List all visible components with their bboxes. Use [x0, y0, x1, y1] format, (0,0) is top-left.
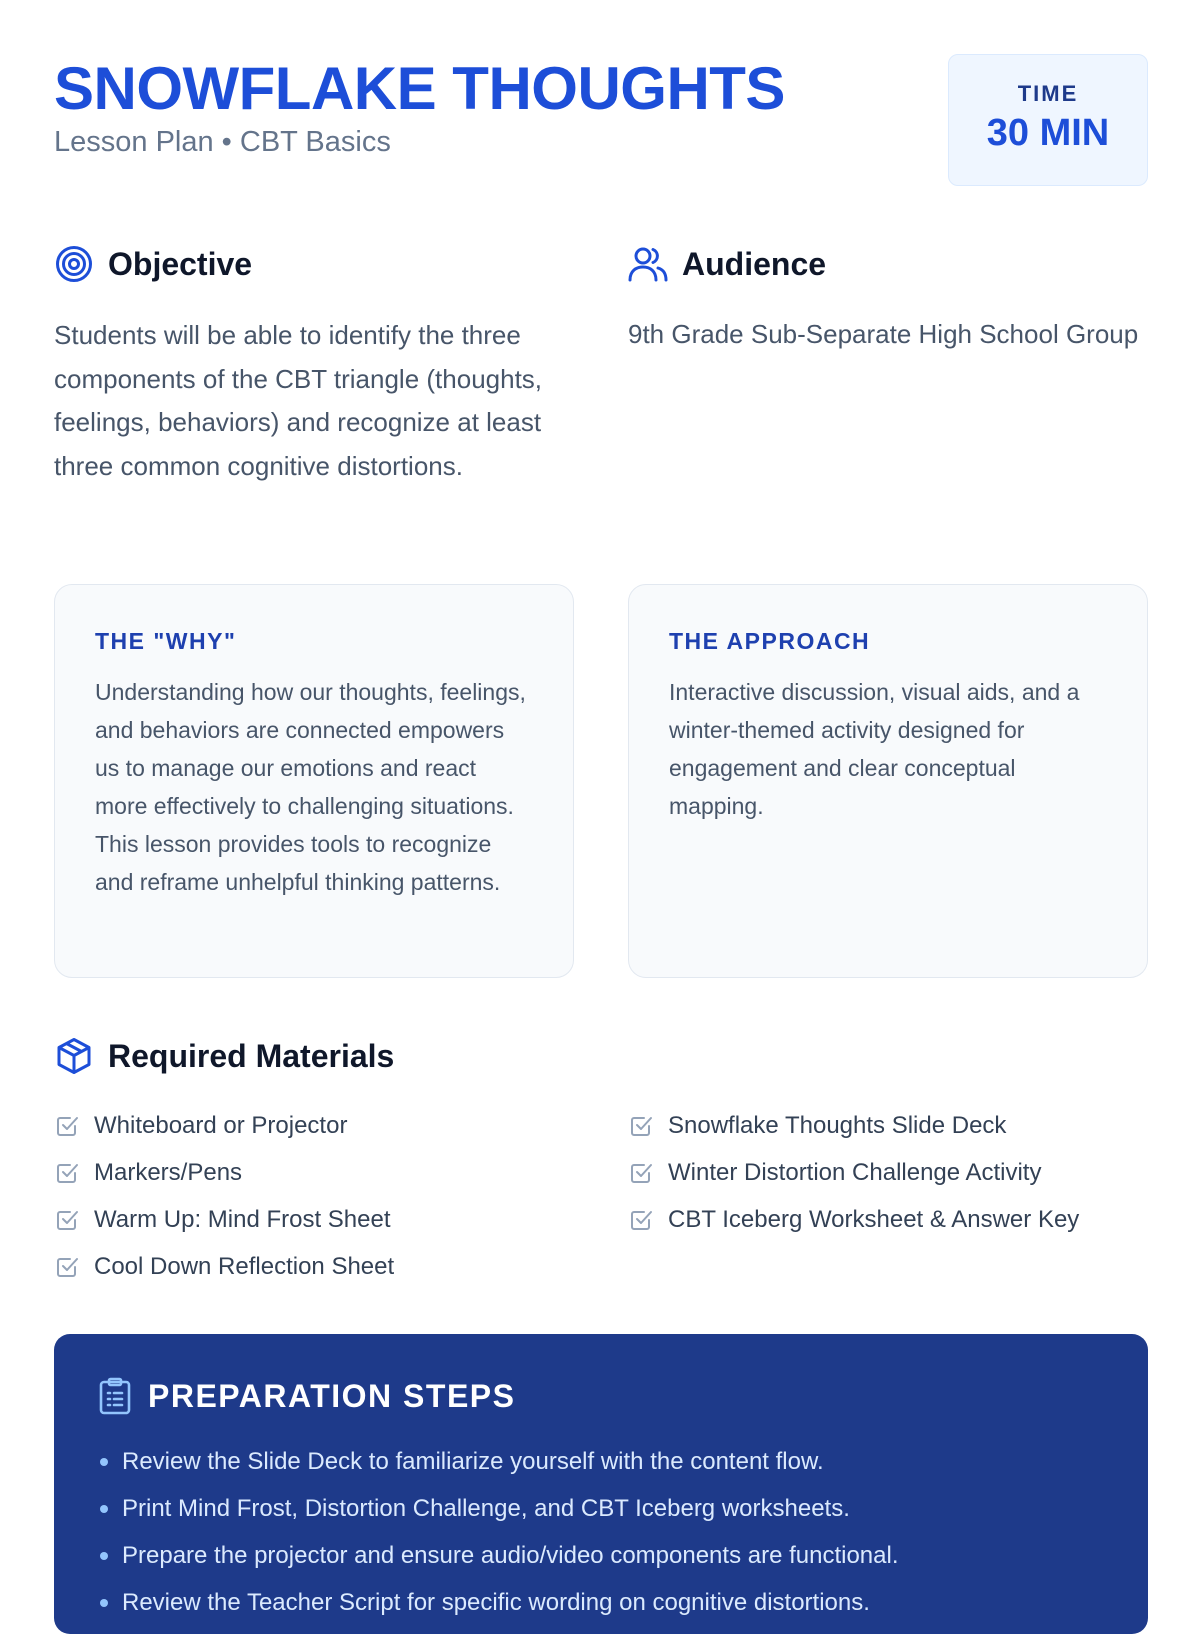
checkbox-checked-icon [628, 1207, 654, 1233]
preparation-step [98, 1579, 1104, 1626]
preparation-heading [98, 1376, 1104, 1416]
audience-heading [628, 244, 826, 284]
material-item [628, 1102, 1079, 1149]
time-badge [948, 54, 1148, 186]
preparation-step-text: Prepare the projector and ensure audio/video components are functional. [122, 1541, 899, 1569]
bullet-icon [100, 1552, 108, 1560]
checkbox-checked-icon [54, 1254, 80, 1280]
checkbox-checked-icon [54, 1207, 80, 1233]
checkbox-checked-icon [628, 1160, 654, 1186]
checkbox-checked-icon [54, 1113, 80, 1139]
audience-text: 9th Grade Sub-Separate High School Group [628, 319, 1139, 349]
objective-heading [54, 244, 252, 284]
preparation-step-text: Review the Teacher Script for specific wording on cognitive distortions. [122, 1588, 870, 1616]
approach-card [628, 584, 1148, 978]
material-item-label: Cool Down Reflection Sheet [94, 1252, 395, 1280]
bullet-icon [100, 1505, 108, 1513]
users-icon [628, 244, 668, 284]
clipboard-icon [98, 1376, 134, 1416]
why-card-title: THE "WHY" [95, 628, 237, 654]
package-icon [54, 1036, 94, 1076]
page-subtitle: Lesson Plan • CBT Basics [54, 126, 391, 158]
material-item [54, 1102, 394, 1149]
preparation-panel [54, 1334, 1148, 1634]
why-card-text: Understanding how our thoughts, feelings, and behaviors are connected empowers us to manage our emotions and react more effectively to challenging situations. This lesson provides tools to recognize and reframe unhelpful thinking patterns. [95, 679, 526, 895]
material-item [628, 1196, 1079, 1243]
approach-card-title: THE APPROACH [669, 628, 871, 654]
bullet-icon [100, 1599, 108, 1607]
time-value: 30 MIN [986, 112, 1110, 154]
objective-text: Students will be able to identify the three components of the CBT triangle (thoughts, feelings, behaviors) and recognize at least three common cognitive distortions. [54, 320, 543, 481]
materials-list [54, 1102, 1148, 1302]
preparation-step-text: Review the Slide Deck to familiarize yourself with the content flow. [122, 1447, 824, 1475]
material-item [54, 1196, 394, 1243]
why-card [54, 584, 574, 978]
checkbox-checked-icon [628, 1113, 654, 1139]
material-item [54, 1149, 394, 1196]
time-label: TIME [1017, 81, 1079, 106]
material-item-label: Winter Distortion Challenge Activity [668, 1158, 1042, 1186]
preparation-step-text: Print Mind Frost, Distortion Challenge, and CBT Iceberg worksheets. [122, 1494, 850, 1522]
preparation-step [98, 1438, 1104, 1485]
materials-right-column [628, 1102, 1079, 1243]
materials-left-column [54, 1102, 394, 1290]
target-icon [54, 244, 94, 284]
objective-heading-label: Objective [108, 245, 253, 282]
preparation-heading-label: PREPARATION STEPS [148, 1377, 516, 1414]
material-item-label: Whiteboard or Projector [94, 1111, 348, 1139]
material-item-label: Markers/Pens [94, 1158, 243, 1186]
bullet-icon [100, 1458, 108, 1466]
material-item-label: Snowflake Thoughts Slide Deck [668, 1111, 1007, 1139]
page-title: SNOWFLAKE THOUGHTS [54, 55, 785, 122]
page-header [54, 54, 1148, 188]
preparation-steps-list [98, 1438, 1104, 1626]
preparation-step [98, 1532, 1104, 1579]
material-item-label: CBT Iceberg Worksheet & Answer Key [668, 1205, 1080, 1233]
checkbox-checked-icon [54, 1160, 80, 1186]
materials-heading-label: Required Materials [108, 1037, 395, 1074]
audience-heading-label: Audience [682, 245, 827, 282]
approach-card-text: Interactive discussion, visual aids, and a winter-themed activity designed for engagement and clear conceptual mapping. [669, 679, 1080, 819]
material-item-label: Warm Up: Mind Frost Sheet [94, 1205, 391, 1233]
material-item [54, 1243, 394, 1290]
materials-heading [54, 1036, 394, 1076]
material-item [628, 1149, 1079, 1196]
preparation-step [98, 1485, 1104, 1532]
